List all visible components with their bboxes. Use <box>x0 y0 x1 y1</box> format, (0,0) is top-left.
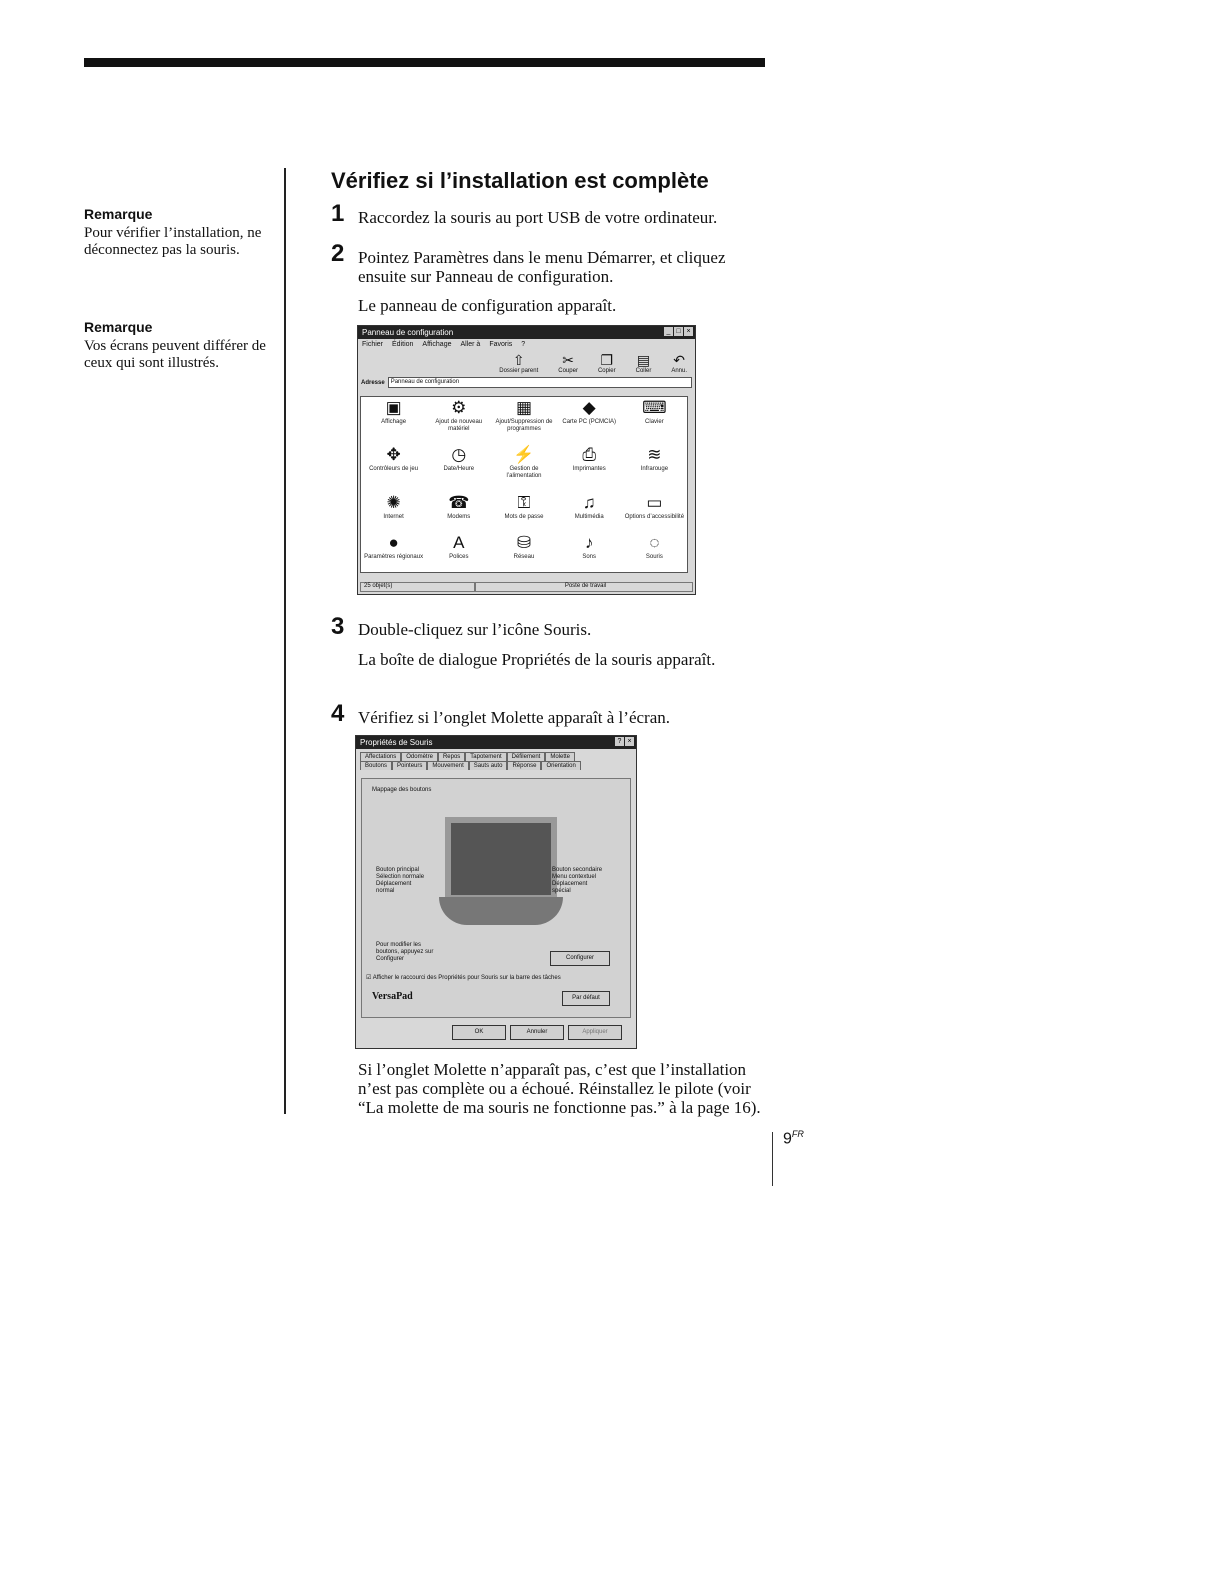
ok-button[interactable]: OK <box>452 1025 506 1040</box>
paste-button[interactable]: ▤ Coller <box>635 352 652 374</box>
sound-icon: ♪ <box>584 532 594 552</box>
control-panel-item-printer[interactable] <box>557 444 622 491</box>
undo-button[interactable]: ↶ Annu. <box>671 352 687 374</box>
tab-pointeurs[interactable]: Pointeurs <box>392 761 427 770</box>
step-result: Le panneau de configuration apparaît. <box>358 296 617 315</box>
control-panel-item-infrared[interactable] <box>622 444 687 491</box>
step-number: 4 <box>331 700 345 727</box>
dialog-titlebar <box>356 736 636 749</box>
menu-item-view[interactable]: Affichage <box>422 341 452 348</box>
datetime-icon: ◷ <box>451 445 467 465</box>
tab-row <box>360 761 632 770</box>
window-titlebar <box>358 326 695 339</box>
secondary-button-label: Bouton secondaire Menu contextuel Déplacement spécial <box>552 867 603 894</box>
control-panel-item-keyboard[interactable] <box>622 397 687 444</box>
top-rule <box>84 58 765 67</box>
icon-grid <box>360 396 688 573</box>
modify-hint: Pour modifier les boutons, appuyez sur Configurer <box>376 942 434 962</box>
control-panel-item-label: Contrôleurs de jeu <box>369 466 419 473</box>
control-panel-item-label: Carte PC (PCMCIA) <box>562 419 617 425</box>
control-panel-item-label: Paramètres régionaux <box>364 553 424 560</box>
menu-item-edit[interactable]: Édition <box>392 341 414 348</box>
section-label: Mappage des boutons <box>372 787 432 793</box>
add-remove-programs-icon: ▦ <box>515 398 533 417</box>
page-number: $9^{FR}$ <box>783 1129 804 1148</box>
column-divider <box>284 168 286 1114</box>
address-input[interactable]: Panneau de configuration <box>388 377 692 388</box>
maximize-icon[interactable]: □ <box>674 327 683 336</box>
power-icon: ⚡ <box>513 445 535 465</box>
tab-défilement[interactable]: Défilement <box>507 752 546 761</box>
note-text: Vos écrans peuvent différer de ceux qui sont illustrés. <box>84 338 266 371</box>
tab-tapotement[interactable]: Tapotement <box>465 752 506 761</box>
page-number-rule <box>772 1132 773 1186</box>
menu-item-go[interactable]: Aller à <box>460 341 481 348</box>
control-panel-item-internet[interactable] <box>361 492 426 532</box>
folder-up-button[interactable]: ⇧ Dossier parent <box>499 352 539 374</box>
control-panel-item-add-remove-programs[interactable] <box>491 397 556 444</box>
tab-odomètre[interactable]: Odomètre <box>401 752 438 761</box>
control-panel-item-label: Affichage <box>381 419 407 425</box>
step-result: La boîte de dialogue Propriétés de la souris apparaît. <box>358 650 716 669</box>
laptop-illustration <box>445 817 557 901</box>
accessibility-icon: ▭ <box>646 492 663 512</box>
control-panel-item-multimedia[interactable] <box>557 492 622 532</box>
control-panel-item-label: Infrarouge <box>640 466 669 473</box>
primary-button-label: Bouton principal Sélection normale Déplacement normal <box>376 867 425 894</box>
tab-affectations[interactable]: Affectations <box>360 752 401 761</box>
toolbar <box>358 350 695 376</box>
tab-réponse[interactable]: Réponse <box>507 761 541 770</box>
fonts-icon: A <box>453 532 465 552</box>
laptop-base <box>439 897 563 925</box>
network-icon: ⛁ <box>516 532 532 552</box>
password-icon: ⚿ <box>517 492 531 512</box>
control-panel-item-label: Ajout/Suppression de programmes <box>495 419 553 432</box>
control-panel-item-label: Gestion de l’alimentation <box>506 466 542 480</box>
tab-mouvement[interactable]: Mouvement <box>427 761 468 770</box>
step-number: 3 <box>331 613 345 640</box>
tab-panel-buttons <box>361 778 631 1018</box>
menu-item-help[interactable]: ? <box>521 341 526 348</box>
defaults-button[interactable]: Par défaut <box>562 991 610 1006</box>
scissors-icon: ✂ <box>562 352 574 368</box>
window-title: Panneau de configuration <box>362 328 454 337</box>
control-panel-item-label: Options d’accessibilité <box>624 513 685 520</box>
close-icon[interactable]: × <box>625 737 634 746</box>
copy-button[interactable]: ❐ Copier <box>597 352 616 374</box>
printer-icon: ⎙ <box>582 445 596 465</box>
step-text: Vérifiez si l’onglet Molette apparaît à l’écran. <box>358 708 670 727</box>
folder-up-icon: ⇧ <box>512 352 525 368</box>
control-panel-item-accessibility[interactable] <box>622 492 687 532</box>
step-number: 1 <box>331 200 345 227</box>
pcmcia-icon: ◆ <box>582 398 596 417</box>
control-panel-item-label: Polices <box>449 553 469 560</box>
control-panel-item-mouse[interactable] <box>622 532 687 572</box>
closing-paragraph: Si l’onglet Molette n’apparaît pas, c’est que l’installation n’est pas complète ou a échoué. Réinstallez le pilote (voir “La molette de ma souris ne fonctionne pas.” à la page 16). <box>358 1060 761 1117</box>
control-panel-item-label: Mots de passe <box>504 513 544 520</box>
modem-icon: ☎ <box>448 492 470 512</box>
mouse-icon: ◌ <box>649 532 660 552</box>
close-icon[interactable]: × <box>684 327 693 336</box>
menu-bar <box>358 339 695 350</box>
step-text: Double-cliquez sur l’icône Souris. <box>358 620 592 639</box>
tab-sauts-auto[interactable]: Sauts auto <box>469 761 508 770</box>
tab-molette[interactable]: Molette <box>545 752 575 761</box>
note-heading: Remarque <box>84 206 153 222</box>
display-icon: ▣ <box>385 398 402 417</box>
configure-button[interactable]: Configurer <box>550 951 610 966</box>
keyboard-icon: ⌨ <box>642 398 667 417</box>
regional-icon: ● <box>388 532 399 552</box>
undo-icon: ↶ <box>673 352 686 368</box>
control-panel-window <box>357 325 696 595</box>
control-panel-item-add-hardware[interactable] <box>426 397 491 444</box>
control-panel-item-power[interactable] <box>491 444 556 491</box>
cut-button[interactable]: ✂ Couper <box>558 352 578 374</box>
control-panel-item-label: Souris <box>645 553 663 560</box>
status-bar: 25 objet(s) Poste de travail <box>360 582 693 592</box>
control-panel-item-sound[interactable] <box>557 532 622 572</box>
control-panel-item-regional[interactable] <box>361 532 426 572</box>
control-panel-item-password[interactable] <box>491 492 556 532</box>
control-panel-item-label: Réseau <box>513 553 535 560</box>
control-panel-item-label: Date/Heure <box>443 466 475 473</box>
copy-icon: ❐ <box>600 352 614 368</box>
help-icon[interactable]: ? <box>615 737 624 746</box>
apply-button[interactable]: Appliquer <box>568 1025 622 1040</box>
menu-item-file[interactable]: Fichier <box>362 341 384 348</box>
infrared-icon: ≋ <box>647 445 662 465</box>
mouse-properties-dialog <box>355 735 637 1049</box>
control-panel-item-display[interactable] <box>361 397 426 444</box>
tab-orientation[interactable]: Orientation <box>541 761 580 770</box>
note-text: Pour vérifier l’installation, ne déconnectez pas la souris. <box>84 225 262 258</box>
control-panel-item-fonts[interactable] <box>426 532 491 572</box>
page-title: Vérifiez si l’installation est complète <box>331 168 709 193</box>
control-panel-item-label: Multimédia <box>574 513 604 520</box>
control-panel-item-label: Imprimantes <box>572 466 606 473</box>
control-panel-item-datetime[interactable] <box>426 444 491 491</box>
multimedia-icon: ♫ <box>582 492 596 512</box>
internet-icon: ✺ <box>386 492 401 512</box>
control-panel-item-network[interactable] <box>491 532 556 572</box>
control-panel-item-label: Ajout de nouveau matériel <box>435 419 483 432</box>
note-heading: Remarque <box>84 319 153 335</box>
tab-row <box>360 752 632 761</box>
control-panel-item-label: Sons <box>582 553 597 560</box>
dialog-title: Propriétés de Souris <box>360 738 433 747</box>
control-panel-item-label: Modems <box>447 513 471 520</box>
menu-item-favorites[interactable]: Favoris <box>489 341 513 348</box>
cancel-button[interactable]: Annuler <box>510 1025 564 1040</box>
control-panel-item-game-controller[interactable] <box>361 444 426 491</box>
control-panel-item-modem[interactable] <box>426 492 491 532</box>
add-hardware-icon: ⚙ <box>451 398 467 417</box>
minimize-icon[interactable]: _ <box>664 327 673 336</box>
control-panel-item-label: Clavier <box>645 419 664 425</box>
control-panel-item-label: Internet <box>383 513 404 520</box>
versapad-logo: VersaPad <box>372 991 413 1002</box>
tab-boutons[interactable]: Boutons <box>360 761 392 770</box>
taskbar-shortcut-checkbox[interactable]: ☑ Afficher le raccourci des Propriétés pour Souris sur la barre des tâches <box>366 975 561 981</box>
step-number: 2 <box>331 240 345 267</box>
tab-strip <box>356 749 636 770</box>
address-bar: Adresse Panneau de configuration <box>358 376 695 389</box>
note-1 <box>84 206 276 259</box>
step-text: Raccordez la souris au port USB de votre ordinateur. <box>358 208 718 227</box>
control-panel-item-pcmcia[interactable] <box>557 397 622 444</box>
paste-icon: ▤ <box>636 352 651 368</box>
tab-repos[interactable]: Repos <box>438 752 465 761</box>
step-text: Pointez Paramètres dans le menu Démarrer, et cliquez ensuite sur Panneau de configuration. <box>358 248 726 286</box>
note-2 <box>84 319 276 372</box>
game-controller-icon: ✥ <box>386 445 401 465</box>
